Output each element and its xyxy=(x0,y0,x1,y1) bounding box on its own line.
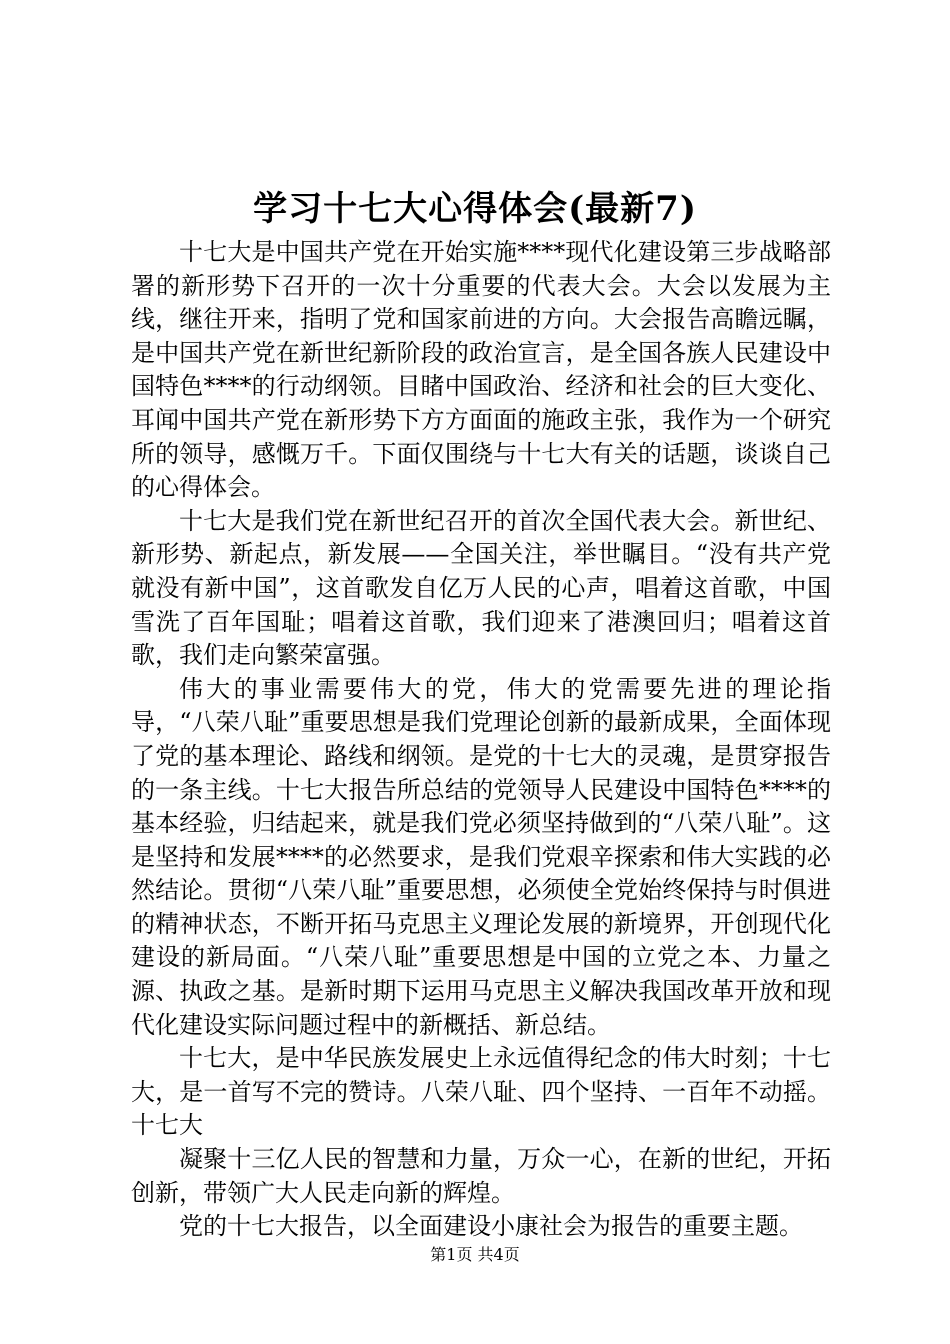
paragraph-2: 十七大是我们党在新世纪召开的首次全国代表大会。新世纪、新形势、新起点，新发展——全国关注，举世瞩目。“没有共产党就没有新中国”，这首歌发自亿万人民的心声，唱着这首歌，中国雪洗了百年国耻；唱着这首歌，我们迎来了港澳回归；唱着这首歌，我们走向繁荣富强。 xyxy=(131,506,831,670)
page-footer: 第1页 共4页 xyxy=(430,1245,520,1264)
paragraph-4: 十七大，是中华民族发展史上永远值得纪念的伟大时刻；十七大，是一首写不完的赞诗。八荣八耻、四个坚持、一百年不动摇。十七大 xyxy=(131,1044,831,1140)
document-title: 学习十七大心得体会(最新7) xyxy=(253,189,697,229)
paragraph-5: 凝聚十三亿人民的智慧和力量，万众一心，在新的世纪，开拓创新，带领广大人民走向新的辉煌。 xyxy=(131,1145,831,1207)
paragraph-1: 十七大是中国共产党在开始实施****现代化建设第三步战略部署的新形势下召开的一次十分重要的代表大会。大会以发展为主线，继往开来，指明了党和国家前进的方向。大会报告高瞻远瞩，是中国共产党在新世纪新阶段的政治宣言，是全国各族人民建设中国特色****的行动纲领。目睹中国政治、经济和社会的巨大变化、耳闻中国共产党在新形势下方方面面的施政主张，我作为一个研究所的领导，感慨万千。下面仅围绕与十七大有关的话题，谈谈自己的心得体会。 xyxy=(131,238,831,502)
document-body xyxy=(131,236,831,1244)
paragraph-3: 伟大的事业需要伟大的党，伟大的党需要先进的理论指导，“八荣八耻”重要思想是我们党理论创新的最新成果，全面体现了党的基本理论、路线和纲领。是党的十七大的灵魂，是贯穿报告的一条主线。十七大报告所总结的党领导人民建设中国特色****的基本经验，归结起来，就是我们党必须坚持做到的“八荣八耻”。这是坚持和发展****的必然要求，是我们党艰辛探索和伟大实践的必然结论。贯彻“八荣八耻”重要思想，必须使全党始终保持与时俱进的精神状态，不断开拓马克思主义理论发展的新境界，开创现代化建设的新局面。“八荣八耻”重要思想是中国的立党之本、力量之源、执政之基。是新时期下运用马克思主义解决我国改革开放和现代化建设实际问题过程中的新概括、新总结。 xyxy=(131,674,831,1039)
paragraph-6: 党的十七大报告，以全面建设小康社会为报告的重要主题。 xyxy=(179,1212,803,1241)
